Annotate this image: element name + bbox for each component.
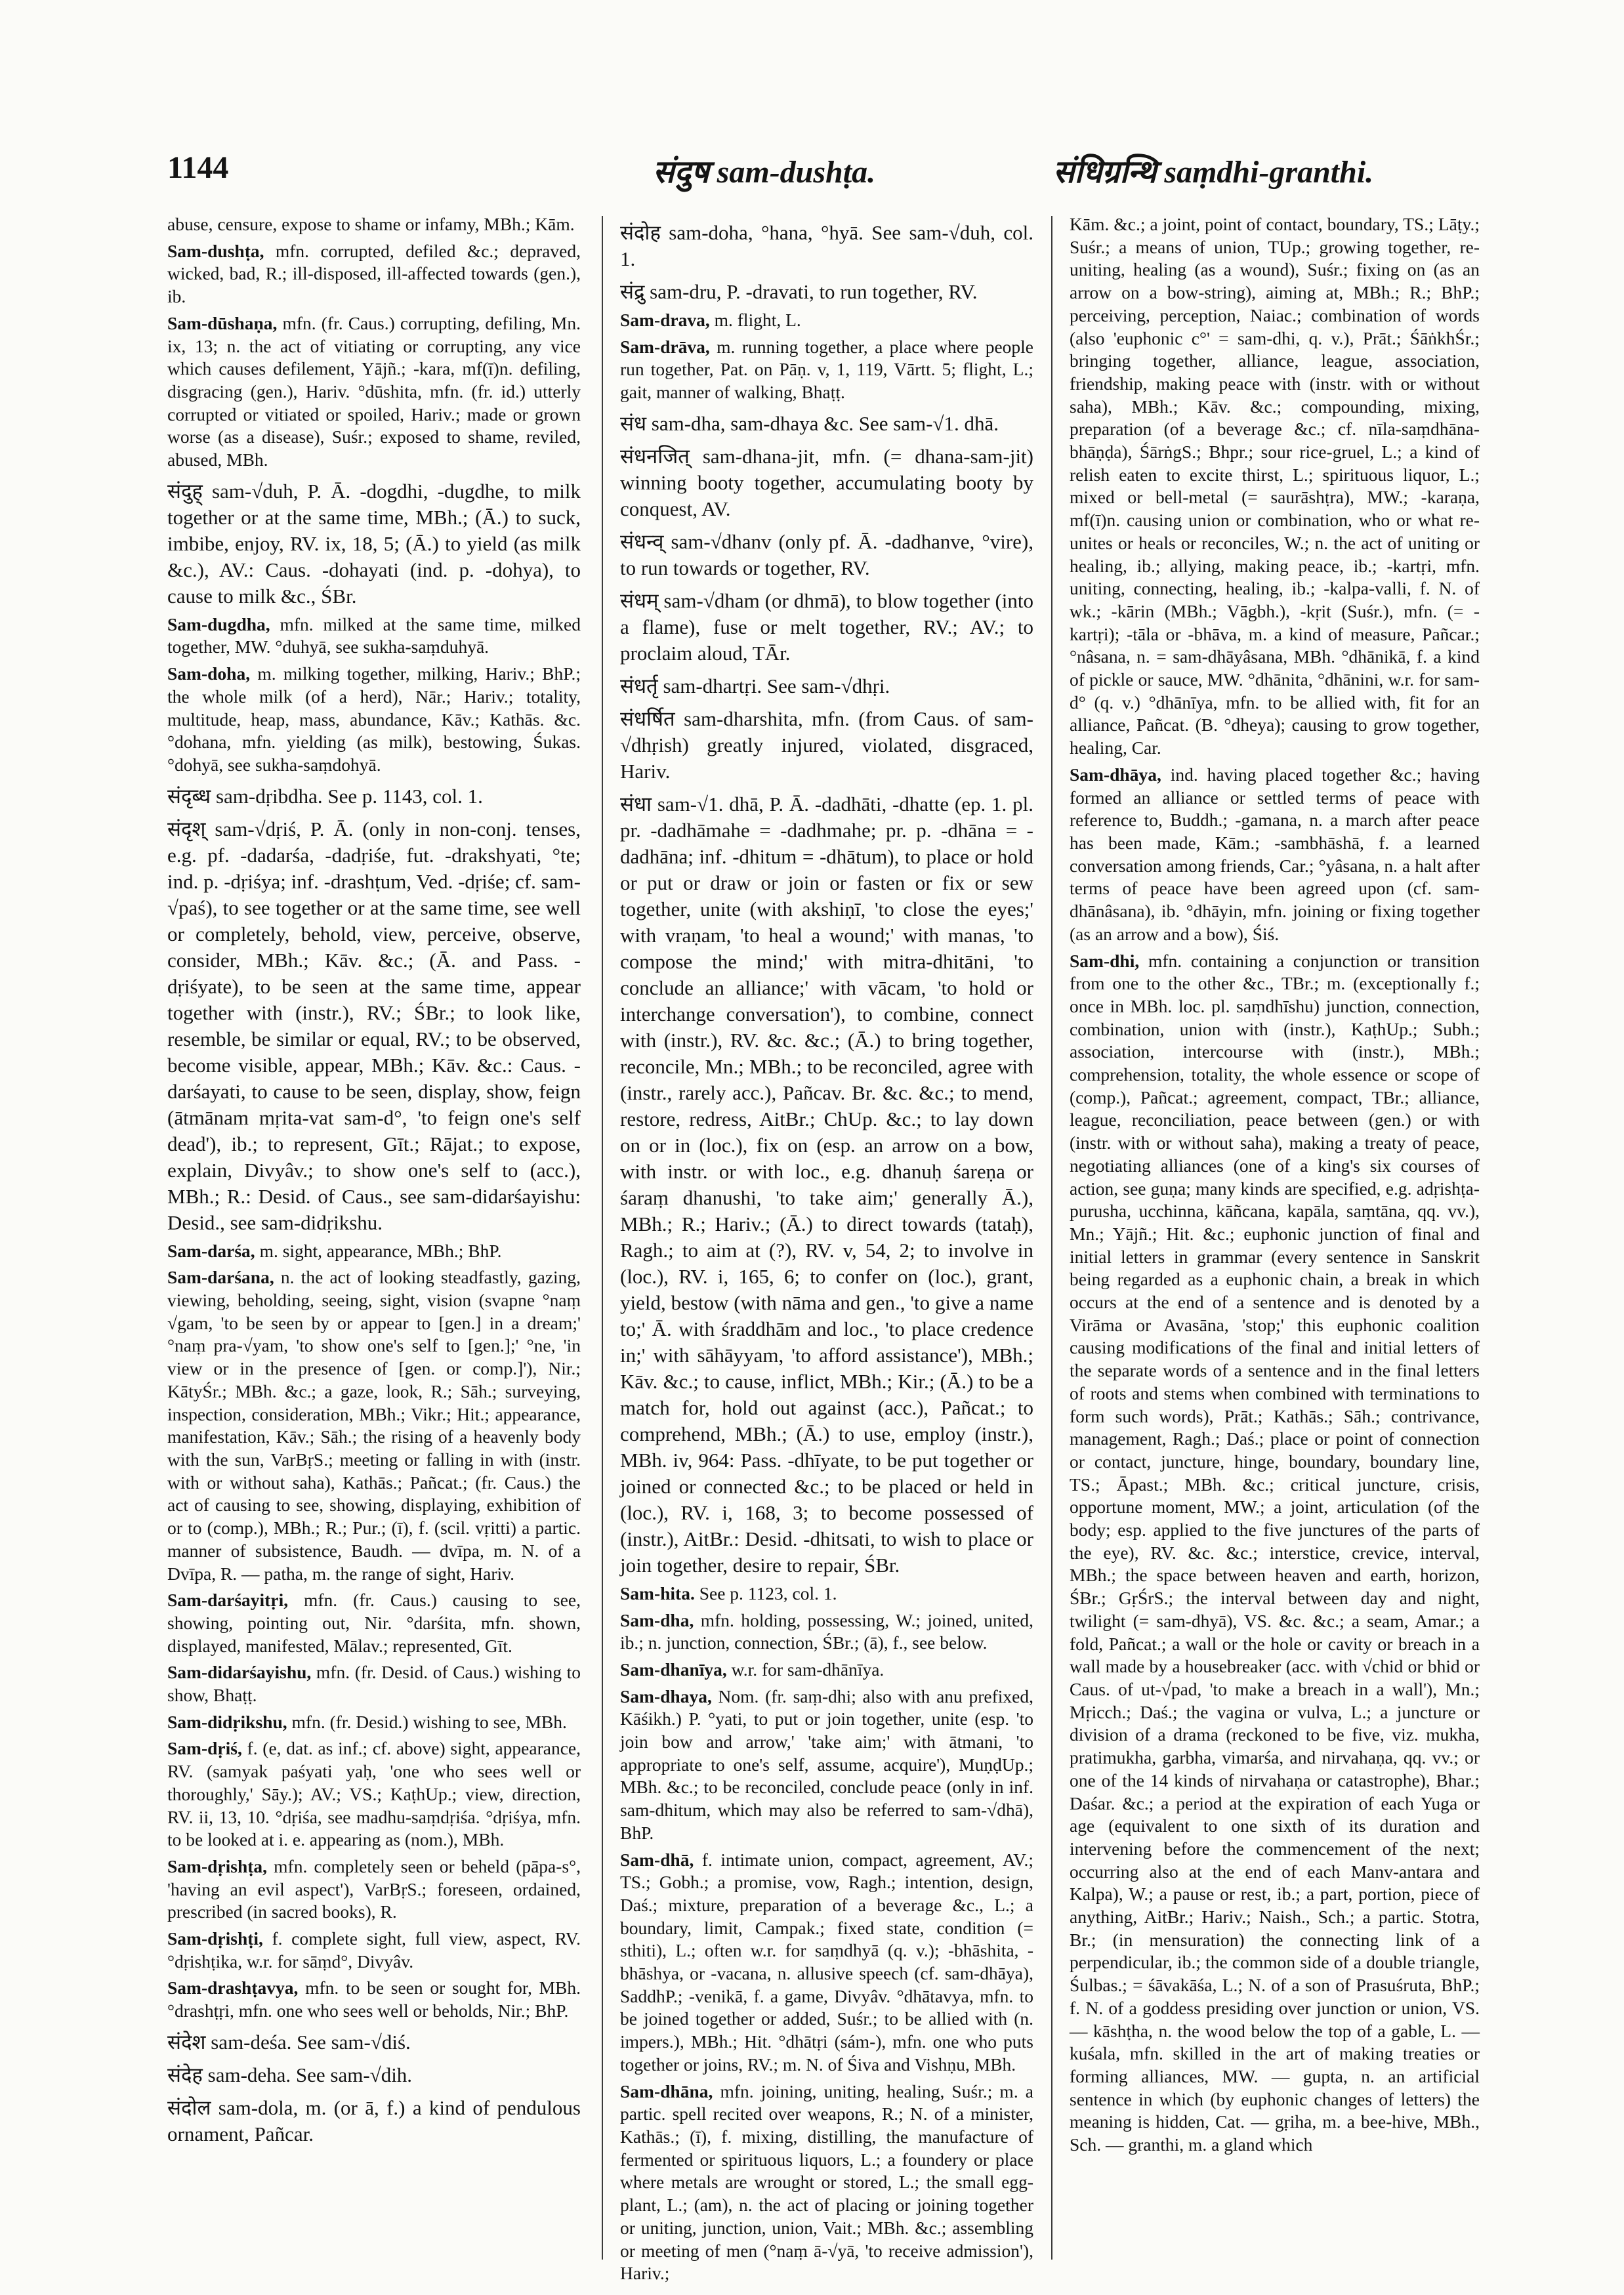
entry-text: m. milking together, milking, Hariv.; BhP.; the whole milk (of a herd), Nār.; Hariv.; totality, multitude, heap, mass, abundance, Kāv.; Kathās. &c. °dohana, mfn. yielding (as milk), bestowing, Śukas. °dohyā, see sukha-saṃdohyā. [167,663,581,775]
entry-text: संदेश sam-deśa. See sam-√diś. [167,2030,411,2054]
dictionary-entry [620,220,1033,272]
dictionary-entry [620,673,1033,699]
entry-text: f. (e, dat. as inf.; cf. above) sight, appearance, RV. (samyak paśyati yaḥ, 'one who sees well or thoroughly,' Sāy.); AV.; VS.; KaṭhUp.; view, direction, RV. ii, 13, 10. °dṛiśa, see madhu-saṃdṛiśa. °dṛiśya, mfn. to be looked at i. e. appearing as (nom.), MBh. [167,1738,581,1850]
dictionary-entry [167,312,581,472]
entry-text: f. complete sight, full view, aspect, RV. °dṛishṭika, w.r. for sāṃd°, Divyâv. [167,1928,581,1972]
entry-text: संधर्तृ sam-dhartṛi. See sam-√dhṛi. [620,674,890,697]
column-2 [620,213,1033,2284]
dictionary-entry [167,213,581,236]
entry-text: संधनजित् sam-dhana-jit, mfn. (= dhana-sam-jit) winning booty together, accumulating booty by conquest, AV. [620,444,1033,520]
dictionary-entry [620,791,1033,1579]
entry-headword: Sam-darśana, [167,1267,274,1288]
text-columns [167,213,1480,2284]
entry-text: mfn. holding, possessing, W.; joined, united, ib.; n. junction, connection, ŚBr.; (ā), f., see below. [620,1609,1033,1653]
entry-text: संध sam-dha, sam-dhaya &c. See sam-√1. dhā. [620,411,999,435]
entry-headword: Sam-dha, [620,1609,694,1630]
entry-text: mfn. (fr. Caus.) corrupting, defiling, Mn. ix, 13; n. the act of vitiating or corrupting, any vice which causes defilement, Yājñ.; -kara, mf(ī)n. defiling, disgracing (gen.), Hariv. °dūshita, mfn. (fr. id.) utterly corrupted or vitiated or spoiled, Hariv.; made or grown worse (as a disease), Suśr.; exposed to shame, reviled, abused, MBh. [167,312,581,470]
entry-text: Nom. (fr. saṃ-dhi; also with anu prefixed, Kāśikh.) P. °yati, to put or join together, unite (esp. 'to join bow and arrow,' 'take aim;' with ātmani, 'to appropriate to one's self, assume, acquire'), MuṇḍUp.; MBh. &c.; to be reconciled, conclude peace (only in inf. sam-dhitum, which may also be referred to sam-√dhā), BhP. [620,1685,1033,1843]
dictionary-entry [620,529,1033,581]
dictionary-entry [620,309,1033,332]
dictionary-entry [167,1977,581,2022]
dictionary-entry [167,816,581,1236]
entry-headword: Sam-dṛiś, [167,1738,242,1759]
dictionary-entry [167,1661,581,1706]
entry-text: mfn. to be seen or sought for, MBh. °drashṭṛi, mfn. one who sees well or beholds, Nir.; BhP. [167,1977,581,2021]
entry-headword: Sam-dhā, [620,1849,694,1870]
entry-text: संधम् sam-√dham (or dhmā), to blow together (into a flame), fuse or melt together, RV.; AV.; to proclaim aloud, TĀr. [620,589,1033,665]
entry-headword: Sam-dhi, [1070,950,1140,971]
entry-text: संधा sam-√1. dhā, P. Ā. -dadhāti, -dhatte (ep. 1. pl. pr. -dadhāmahe = -dadhmahe; pr. p. -dhāna = -dadhāna; inf. -dhitum = -dhātum), to place or hold or put or draw or join or fasten or fix or sew together, unite (with akshiṇī, 'to close the eyes;' with vraṇam, 'to heal a wound;' with manas, 'to compose the mind;' with mitra-dhitāni, 'to conclude an alliance;' with vācam, 'to hold or interchange conversation'), to combine, connect with (instr.), RV. &c. &c.; (Ā.) to bring together, reconcile, Mn.; MBh.; to be reconciled, agree with (instr., rarely acc.), Pañcav. Br. &c. &c.; to mend, restore, redress, AitBr.; ChUp. &c.; to lay down on or in (loc.), fix on (esp. an arrow on a bow, with instr. or with loc., e.g. dhanuḥ śareṇa or śaraṃ dhanushi, 'to take aim;' generally Ā.), MBh.; R.; Hariv.; (Ā.) to direct towards (tataḥ), Ragh.; to aim at (?), RV. v, 54, 2; to involve in (loc.), RV. i, 165, 6; to confer on (loc.), grant, yield, bestow (with nāma and gen., 'to give a name to;' Ā. with śraddhām and loc., 'to place credence in;' with sāhāyyam, 'to afford assistance'), MBh.; Kāv. &c.; to cause, inflict, MBh.; Kir.; (Ā.) to be a match for, hold out against (acc.), Pañcat.; to comprehend, MBh.; (Ā.) to use, employ (instr.), MBh. iv, 964: Pass. -dhīyate, to be put together or joined or connected &c.; to be placed or held in (loc.), RV. i, 168, 3; to become possessed of (instr.), AitBr.: Desid. -dhitsati, to wish to place or join together, desire to repair, ŚBr. [620,792,1033,1577]
dictionary-entry [620,1849,1033,2077]
entry-text: संधर्षित sam-dharshita, mfn. (from Caus. of sam-√dhṛish) greatly injured, violated, disgraced, Hariv. [620,707,1033,783]
dictionary-entry [1070,764,1480,946]
entry-headword: Sam-didarśayishu, [167,1662,312,1683]
entry-text: mfn. corrupted, defiled &c.; depraved, wicked, bad, R.; ill-disposed, ill-affected towards (gen.), ib. [167,240,581,307]
entry-text: m. flight, L. [709,310,801,330]
entry-text: संदुह् sam-√duh, P. Ā. -dogdhi, -dugdhe, to milk together or at the same time, MBh.; (Ā.) to suck, imbibe, enjoy, RV. ix, 18, 5; (Ā.) to yield (as milk &c.), AV.: Caus. -dohayati (ind. p. -dohya), to cause to milk &c., ŚBr. [167,479,581,608]
entry-text: संदोल sam-dola, m. (or ā, f.) a kind of pendulous ornament, Pañcar. [167,2096,581,2145]
entry-text: See p. 1123, col. 1. [694,1582,837,1603]
dictionary-entry [620,706,1033,785]
column-divider [1051,216,1052,2260]
entry-text: m. running together, a place where people run together, Pat. on Pāṇ. v, 1, 119, Vārtt. 5; flight, L.; gait, manner of walking, Bhaṭṭ. [620,336,1033,403]
entry-text: m. sight, appearance, MBh.; BhP. [255,1240,502,1261]
entry-text: संद्रु sam-dru, P. -dravati, to run together, RV. [620,280,978,303]
dictionary-entry [167,1928,581,1973]
entry-text: abuse, censure, expose to shame or infamy, MBh.; Kām. [167,214,575,234]
dictionary-entry [167,663,581,777]
column-3 [1070,213,1480,2264]
entry-text: w.r. for sam-dhānīya. [726,1659,885,1680]
entry-text: ind. having placed together &c.; having formed an alliance or settled terms of peace with reference to, Buddh.; -gamana, n. a march after peace has been made, Kām.; -sambhāshā, f. a learned conversation among friends, Car.; °yâsana, n. a halt after terms of peace have been agreed upon (cf. sam-dhānâsana), ib. °dhāyin, mfn. joining or fixing together (as an arrow and a bow), Śiś. [1070,764,1480,944]
entry-text: f. intimate union, compact, agreement, AV.; TS.; Gobh.; a promise, vow, Ragh.; intention, design, Daś.; mixture, preparation of a beverage &c., L.; a boundary, limit, Campak.; fixed state, condition (= sthiti), L.; often w.r. for saṃdhyā (q. v.); -bhāshita, -bhāshya, or -vacana, n. allusive speech (cf. sam-dhāya), SaddhP.; -venikā, f. a game, Divyâv. °dhātavya, mfn. to be joined together or added, Suśr.; to be allied with (n. impers.), MBh.; Hit. °dhātṛi (sám-), mfn. one who puts together or joins, RV.; m. N. of Śiva and Vishṇu, MBh. [620,1849,1033,2075]
entry-headword: Sam-dhāna, [620,2080,713,2101]
dictionary-entry [167,2029,581,2056]
dictionary-entry [620,1685,1033,1845]
entry-headword: Sam-drashṭavya, [167,1977,299,1998]
dictionary-entry [167,1855,581,1924]
dictionary-entry [620,2080,1033,2285]
entry-text: संदेह sam-deha. See sam-√dih. [167,2063,413,2086]
entry-headword: Sam-didṛikshu, [167,1711,287,1732]
entry-text: संधन्व् sam-√dhanv (only pf. Ā. -dadhanve, °vire), to run towards or together, RV. [620,529,1033,579]
entry-headword: Sam-dhaya, [620,1685,712,1706]
dictionary-entry [1070,213,1480,760]
entry-text: n. the act of looking steadfastly, gazing, viewing, beholding, seeing, sight, vision (svapne °naṃ √gam, 'to be seen by or appear to [gen.] in a dream;' °naṃ pra-√yam, 'to show one's self to [gen.];' °ne, 'in view or in the presence of [gen. or comp.]'), Nir.; KātyŚr.; MBh. &c.; a gaze, look, R.; Sāh.; surveying, inspection, consideration, MBh.; Vikr.; Hit.; appearance, manifestation, Kāv.; Sāh.; the rising of a heavenly body with the sun, VarBṛS.; meeting or falling in with (instr. with or without saha), Kathās.; Pañcat.; (fr. Caus.) the act of causing to see, showing, displaying, exhibition of or to (comp.), MBh.; R.; Pur.; (ī), f. (scil. vṛitti) a partic. manner of subsistence, Baudh. — dvīpa, m. N. of a Dvīpa, R. — patha, m. the range of sight, Hariv. [167,1267,581,1584]
entry-headword: Sam-darśayitṛi, [167,1590,289,1611]
dictionary-entry [167,1737,581,1851]
dictionary-entry [620,279,1033,305]
dictionary-entry [167,240,581,308]
entry-headword: Sam-drāva, [620,336,710,357]
dictionary-entry [167,2095,581,2147]
entry-text: संदृश् sam-√dṛiś, P. Ā. (only in non-conj. tenses, e.g. pf. -dadarśa, -dadṛiśe, fut. -drakshyati, °te; ind. p. -dṛiśya; inf. -drashṭum, Ved. -dṛiśe; cf. sam-√paś), to see together or at the same time, see well or completely, behold, view, perceive, observe, consider, MBh.; Kāv. &c.; (Ā. and Pass. -dṛiśyate), to be seen at the same time, appear together with (instr.), RV.; ŚBr.; to look like, resemble, be similar or equal, RV.; to be observed, become visible, appear, MBh.; Kāv. &c.: Caus. -darśayati, to cause to be seen, display, show, feign (ātmānam mṛita-vat sam-d°, 'to feign one's self dead'), ib.; to represent, Gīt.; Rājat.; to expose, explain, Divyâv.; to show one's self to (acc.), MBh.; R.: Desid. of Caus., see sam-didarśayishu: Desid., see sam-didṛikshu. [167,817,581,1234]
dictionary-entry [620,411,1033,437]
entry-headword: Sam-dhanīya, [620,1659,727,1680]
entry-text: mfn. containing a conjunction or transition from one to the other &c., TBr.; m. (exceptionally f.; once in MBh. loc. pl. saṃdhīshu) junction, connection, combination, union with (instr.), KaṭhUp.; Subh.; association, intercourse with (instr.), MBh.; comprehension, totality, the whole essence or scope of (comp.), Pañcat.; agreement, compact, TBr.; alliance, league, reconciliation, peace between (gen.) or with (instr. with or without saha), making a treaty of peace, negotiating alliances (one of a king's six courses of action, see guṇa; many kinds are specified, e.g. adṛishṭa-purusha, ucchinna, kāñcana, kapāla, saṃtāna, qq. vv.), Mn.; Yājñ.; Hit. &c.; euphonic junction of final and initial letters in grammar (every sentence in Sanskrit being regarded as a euphonic chain, a break in which occurs at the end of a sentence and is denoted by a Virāma or Avasāna, 'stop;' this euphonic coalition causing modifications of the final and initial letters of the separate words of a sentence and in the final letters of roots and stems when combined with terminations to form such words), Prāt.; Kathās.; Sāh.; contrivance, management, Ragh.; Daś.; place or point of connection or contact, juncture, hinge, boundary, boundary line, TS.; Āpast.; MBh. &c.; critical juncture, crisis, opportune moment, MW.; a joint, articulation (of the body; esp. applied to the five junctures of the parts of the eye), RV. &c. &c.; interstice, crevice, interval, MBh.; the space between heaven and earth, horizon, ŚBr.; GṛŚrS.; the interval between day and night, twilight (= sam-dhyā), VS. &c. &c.; a seam, Amar.; a fold, Pañcat.; a wall or the hole or cavity or breach in a wall made by a housebreaker (acc. with √chid or bhid or Caus. of ut-√pad, 'to make a breach in a wall'), Mn.; Mṛicch.; Daś.; the vagina or vulva, L.; a juncture or division of a drama (reckoned to be five, viz. mukha, pratimukha, garbha, vimarśa, and nirvahaṇa, qq. vv.; or one of the 14 kinds of nirvahaṇa or catastrophe), Bhar.; Daśar. &c.; a period at the expiration of each Yuga or age (equivalent to one sixth of its duration and intervening before the commencement of the next; occurring also at the end of each Manv-antara and Kalpa), W.; a pause or rest, ib.; a part, portion, piece of anything, AitBr.; Hariv.; Naish., Sch.; a partic. Stotra, Br.; (in mensuration) the connecting link of a perpendicular, ib.; the common side of a double triangle, Śulbas.; = śāvakāśa, L.; N. of a son of Prasuśruta, BhP.; f. N. of a goddess presiding over junction or union, VS. — kāshṭha, n. the wood below the top of a gable, L. — kuśala, mfn. skilled in the art of making treaties or forming alliances, MW. — gupta, n. an artificial sentence in which (by euphonic changes of letters) the meaning is hidden, Cat. — gṛiha, m. a bee-hive, MBh., Sch. — granthi, m. a gland which [1070,950,1480,2155]
column-1 [167,213,581,2264]
dictionary-entry [167,478,581,610]
entry-text: mfn. milked at the same time, milked together, MW. °duhyā, see sukha-saṃduhyā. [167,613,581,657]
dictionary-entry [620,1609,1033,1655]
page-number: 1144 [167,150,229,185]
left-guide-word: संदुष sam-dushṭa. [653,155,876,190]
column-divider [602,216,603,2260]
dictionary-entry [620,336,1033,404]
entry-headword: Sam-dṛishṭa, [167,1855,268,1876]
entry-headword: Sam-dhāya, [1070,764,1161,785]
dictionary-entry [167,1711,581,1734]
entry-headword: Sam-drava, [620,310,710,330]
entry-headword: Sam-dṛishṭi, [167,1928,263,1949]
dictionary-entry [1070,950,1480,2157]
dictionary-entry [620,1582,1033,1605]
dictionary-entry [167,1266,581,1585]
entry-headword: Sam-darśa, [167,1240,255,1261]
entry-text: Kām. &c.; a joint, point of contact, boundary, TS.; Lāṭy.; Suśr.; a means of union, TUp.; growing together, re-uniting, healing (as a wound), Suśr.; fixing on (as an arrow on a bow-string), aiming at, MBh.; R.; BhP.; perceiving, perception, Naiac.; combination of words (also 'euphonic c°' = sam-dhi, q. v.), Prāt.; ŚāṅkhŚr.; bringing together, alliance, league, association, friendship, making peace with (instr. with or without saha), MBh.; Kāv. &c.; compounding, mixing, preparation (of a beverage &c.; cf. nīla-saṃdhāna-bhāṇḍa), ŚārṅgS.; Bhpr.; sour rice-gruel, L.; a kind of relish eaten to excite thirst, L.; spirituous liquor, L.; mixed or bell-metal (= saurāshṭra), MW.; -karaṇa, mf(ī)n. causing union or combination, who or what re-unites or heals or reconciles, W.; n. the act of uniting or healing, ib.; allying, making peace, ib.; -kartṛi, mfn. uniting, connecting, healing, ib.; -kalpa-valli, f. N. of wk.; -kārin (MBh.; Vāgbh.), -kṛit (Suśr.), mfn. (= -kartṛi); -tāla or -bhāva, m. a kind of measure, Pañcar.; °nâsana, n. = sam-dhāyâsana, MBh. °dhānikā, f. a kind of pickle or sauce, MW. °dhānita, °dhānini, w.r. for sam-d° (q. v.) °dhānīya, mfn. to be allied with, fit for an alliance, Pañcat. (B. °dheya); causing to grow together, healing, Car. [1070,214,1480,758]
dictionary-entry [167,1589,581,1657]
running-header [167,150,1480,209]
dictionary-entry [167,613,581,659]
dictionary-entry [167,783,581,810]
entry-headword: Sam-hita. [620,1582,695,1603]
entry-headword: Sam-doha, [167,663,251,684]
dictionary-entry [167,2062,581,2088]
entry-text: mfn. joining, uniting, healing, Suśr.; m. a partic. spell recited over weapons, R.; N. of a minister, Kathās.; (ī), f. mixing, distilling, the manufacture of fermented or spirituous liquors, L.; a foundery or place where metals are wrought or stored, L.; the small egg-plant, L.; (am), n. the act of placing or joining together or uniting, junction, union, Vait.; MBh. &c.; assembling or meeting of men (°naṃ ā-√yā, 'to receive admission'), Hariv.; [620,2080,1033,2284]
dictionary-entry [620,444,1033,522]
entry-text: mfn. (fr. Desid.) wishing to see, MBh. [287,1711,567,1732]
entry-text: mfn. (fr. Caus.) causing to see, showing, pointing out, Nir. °darśita, mfn. shown, displayed, manifested, Mālav.; represented, Gīt. [167,1590,581,1656]
entry-headword: Sam-dugdha, [167,613,270,634]
entry-headword: Sam-dushṭa, [167,240,264,261]
dictionary-entry [167,1240,581,1263]
entry-text: संदोह sam-doha, °hana, °hyā. See sam-√duh, col. 1. [620,221,1033,270]
entry-headword: Sam-dūshaṇa, [167,312,278,333]
entry-text: संदृब्ध sam-dṛibdha. See p. 1143, col. 1. [167,784,483,808]
entry-text: mfn. (fr. Desid. of Caus.) wishing to show, Bhaṭṭ. [167,1662,581,1706]
entry-text: mfn. completely seen or beheld (pāpa-s°, 'having an evil aspect'), VarBṛS.; foreseen, ordained, prescribed (in sacred books), R. [167,1855,581,1922]
right-guide-word: संधिग्रन्थि saṃdhi-granthi. [1053,155,1374,190]
dictionary-entry [620,1659,1033,1682]
dictionary-entry [620,588,1033,667]
